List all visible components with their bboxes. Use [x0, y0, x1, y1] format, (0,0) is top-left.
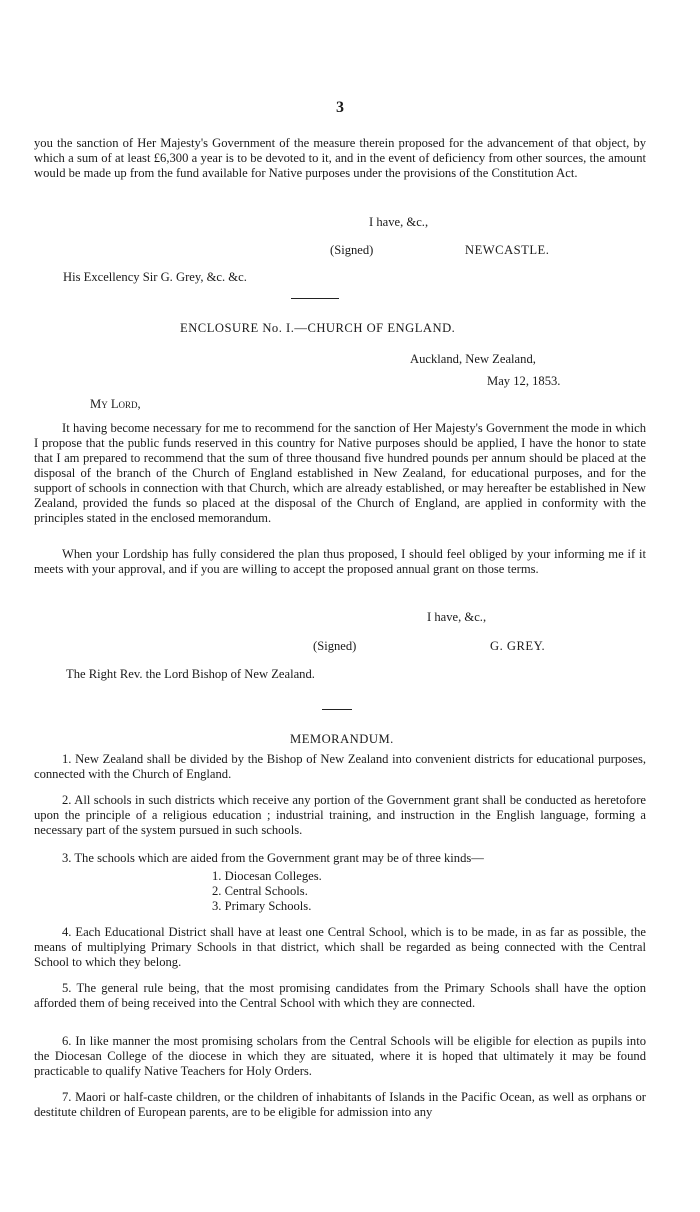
memorandum-item-2: 2. All schools in such districts which receive any portion of the Government grant shall be conducted as heretofore upon the principle of a religious education ; industrial training, and instruction in the English language, forming a necessary part of the system pursued in such schools.	[34, 793, 646, 837]
memorandum-item-5: 5. The general rule being, that the most promising candidates from the Primary Schools shall have the option afforded them of being received into the Central School with which they are connected.	[34, 981, 646, 1010]
memorandum-item-4: 4. Each Educational District shall have at least one Central School, which is to be made, in as far as possible, the means of multiplying Primary Schools in that district, which shall be regarded as being connected with the Central School to which they belong.	[34, 925, 646, 969]
memorandum-item-6: 6. In like manner the most promising scholars from the Central Schools will be eligible for election as pupils into the Diocesan College of the diocese in which they are situated, where it is hoped that ultimately it may be found practicable to qualify Native Teachers for Holy Orders.	[34, 1034, 646, 1078]
school-kinds-list	[212, 869, 322, 914]
letter2-paragraph-1: It having become necessary for me to recommend for the sanction of Her Majesty's Government the mode in which I propose that the public funds reserved in this country for Native purposes should be applied, I have the honor to state that I am prepared to recommend that the sum of three thousand five hundred pounds per annum should be placed at the disposal of the branch of the Church of England established in New Zealand, for educational purposes, and for the support of schools in connection with that Church, which are already established, or may hereafter be established in New Zealand, provided the funds so placed at the disposal of the Church of England, are applied in conformity with the principles stated in the enclosed memorandum.	[34, 421, 646, 525]
letter2-signed: (Signed)	[313, 639, 357, 653]
memorandum-item-1: 1. New Zealand shall be divided by the Bishop of New Zealand into convenient districts for educational purposes, connected with the Church of England.	[34, 752, 646, 781]
letter1-closing: I have, &c.,	[369, 215, 429, 229]
letter2-paragraph-2: When your Lordship has fully considered the plan thus proposed, I should feel obliged by your informing me if it meets with your approval, and if you are willing to accept the proposed annual grant on those terms.	[34, 547, 646, 576]
enclosure-date: May 12, 1853.	[487, 374, 561, 388]
divider	[291, 298, 339, 299]
page-number: 3	[336, 99, 344, 116]
list-item: 2. Central Schools.	[212, 884, 308, 898]
letter1-signed: (Signed)	[330, 243, 374, 257]
letter1-signatory: NEWCASTLE.	[465, 243, 550, 257]
letter2-signatory: G. GREY.	[490, 639, 546, 653]
letter2-closing: I have, &c.,	[427, 610, 487, 624]
list-item: 1. Diocesan Colleges.	[212, 869, 322, 883]
enclosure-heading: ENCLOSURE No. I.—CHURCH OF ENGLAND.	[180, 321, 456, 335]
memorandum-item-3: 3. The schools which are aided from the Government grant may be of three kinds—	[62, 851, 484, 865]
list-item: 3. Primary Schools.	[212, 899, 312, 913]
intro-paragraph: you the sanction of Her Majesty's Government of the measure therein proposed for the advancement of that object, by which a sum of at least £6,300 a year is to be devoted to it, and in the event of deficiency from other sources, the amount would be made up from the fund available for Native purposes under the provisions of the Constitution Act.	[34, 136, 646, 180]
letter2-addressee: The Right Rev. the Lord Bishop of New Zealand.	[66, 667, 315, 681]
letter1-addressee: His Excellency Sir G. Grey, &c. &c.	[63, 270, 247, 284]
divider	[322, 709, 352, 710]
memorandum-item-7: 7. Maori or half-caste children, or the children of inhabitants of Islands in the Pacific Ocean, as well as orphans or destitute children of European parents, are to be eligible for admission into any	[34, 1090, 646, 1119]
salutation: My Lord,	[90, 397, 141, 411]
memorandum-heading: MEMORANDUM.	[290, 732, 394, 746]
enclosure-place: Auckland, New Zealand,	[410, 352, 536, 366]
